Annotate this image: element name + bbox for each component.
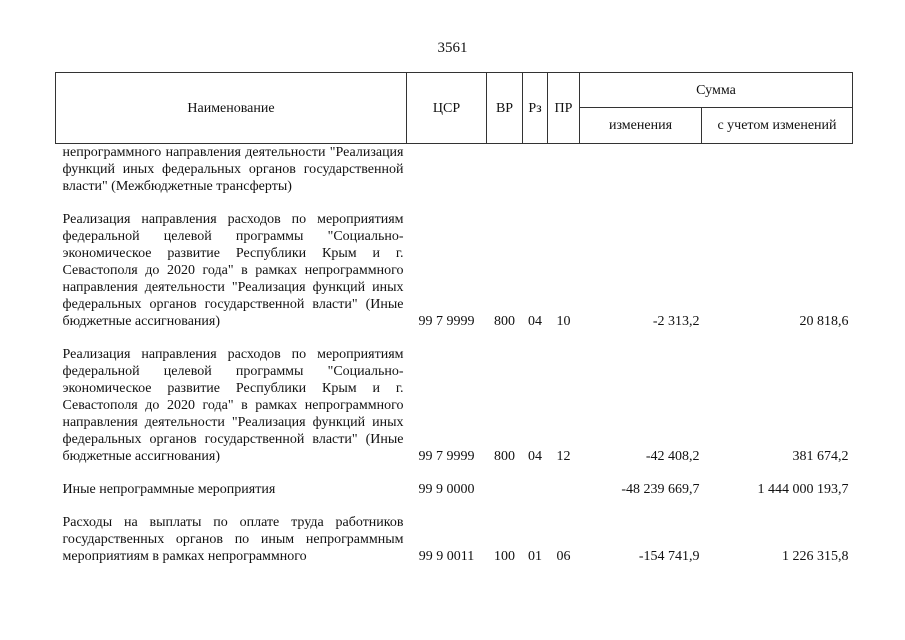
row-vr: 800 [494,314,515,329]
table-row [56,481,853,498]
header-change: изменения [580,108,702,144]
row-name: Реализация направления расходов по мероприятиям федеральной целевой программы "Социально-экономическое развитие Республики Крым и г. Севастополя до 2020 года" в рамках непрограммного направления деятельности "Реализация функций иных федеральных органов государственной власти" (Иные бюджетные ассигнования) [62,212,404,329]
table-row [56,211,853,330]
row-csr: 99 9 0011 [418,549,475,564]
row-name: Иные непрограммные мероприятия [62,482,276,497]
row-name: непрограммного направления деятельности "Реализация функций иных федеральных органов государственной власти" (Межбюджетные трансферты) [62,145,404,194]
row-pr [548,481,580,498]
row-rz: 01 [528,549,542,564]
table-row [56,144,853,196]
budget-table [55,72,853,565]
row-rz [523,144,548,196]
row-pr: 06 [556,549,571,564]
header-vr: ВР [487,73,523,144]
row-pr: 10 [556,314,571,329]
header-pr: ПР [548,73,580,144]
row-csr: 99 7 9999 [418,314,475,329]
row-total: 1 226 315,8 [782,549,849,564]
row-change: -2 313,2 [652,314,700,329]
row-pr [548,144,580,196]
row-name: Реализация направления расходов по мероприятиям федеральной целевой программы "Социально-экономическое развитие Республики Крым и г. Севастополя до 2020 года" в рамках непрограммного направления деятельности "Реализация функций иных федеральных органов государственной власти" (Иные бюджетные ассигнования) [62,347,404,464]
row-name: Расходы на выплаты по оплате труда работников государственных органов по иным непрограммным мероприятиям в рамках непрограммного [62,515,404,564]
row-change: -154 741,9 [638,549,700,564]
row-csr: 99 7 9999 [418,449,475,464]
header-rz: Рз [523,73,548,144]
row-vr: 100 [494,549,515,564]
page-number: 3561 [437,40,468,56]
row-csr: 99 9 0000 [418,482,475,497]
row-vr: 800 [494,449,515,464]
table-row [56,346,853,465]
row-total: 20 818,6 [799,314,849,329]
header-with-change: с учетом изменений [702,108,853,144]
table-row [56,514,853,565]
row-total: 381 674,2 [792,449,849,464]
row-change: -42 408,2 [645,449,700,464]
row-total [702,144,853,196]
row-total: 1 444 000 193,7 [757,482,849,497]
row-change [580,144,702,196]
header-sum: Сумма [580,73,853,108]
row-csr [407,144,487,196]
table-header [56,73,853,144]
row-vr [487,481,523,498]
row-rz: 04 [528,449,542,464]
row-pr: 12 [556,449,571,464]
row-vr [487,144,523,196]
table-body [56,144,853,566]
header-csr: ЦСР [407,73,487,144]
row-rz: 04 [528,314,542,329]
row-rz [523,481,548,498]
header-name: Наименование [56,73,407,144]
row-change: -48 239 669,7 [621,482,700,497]
